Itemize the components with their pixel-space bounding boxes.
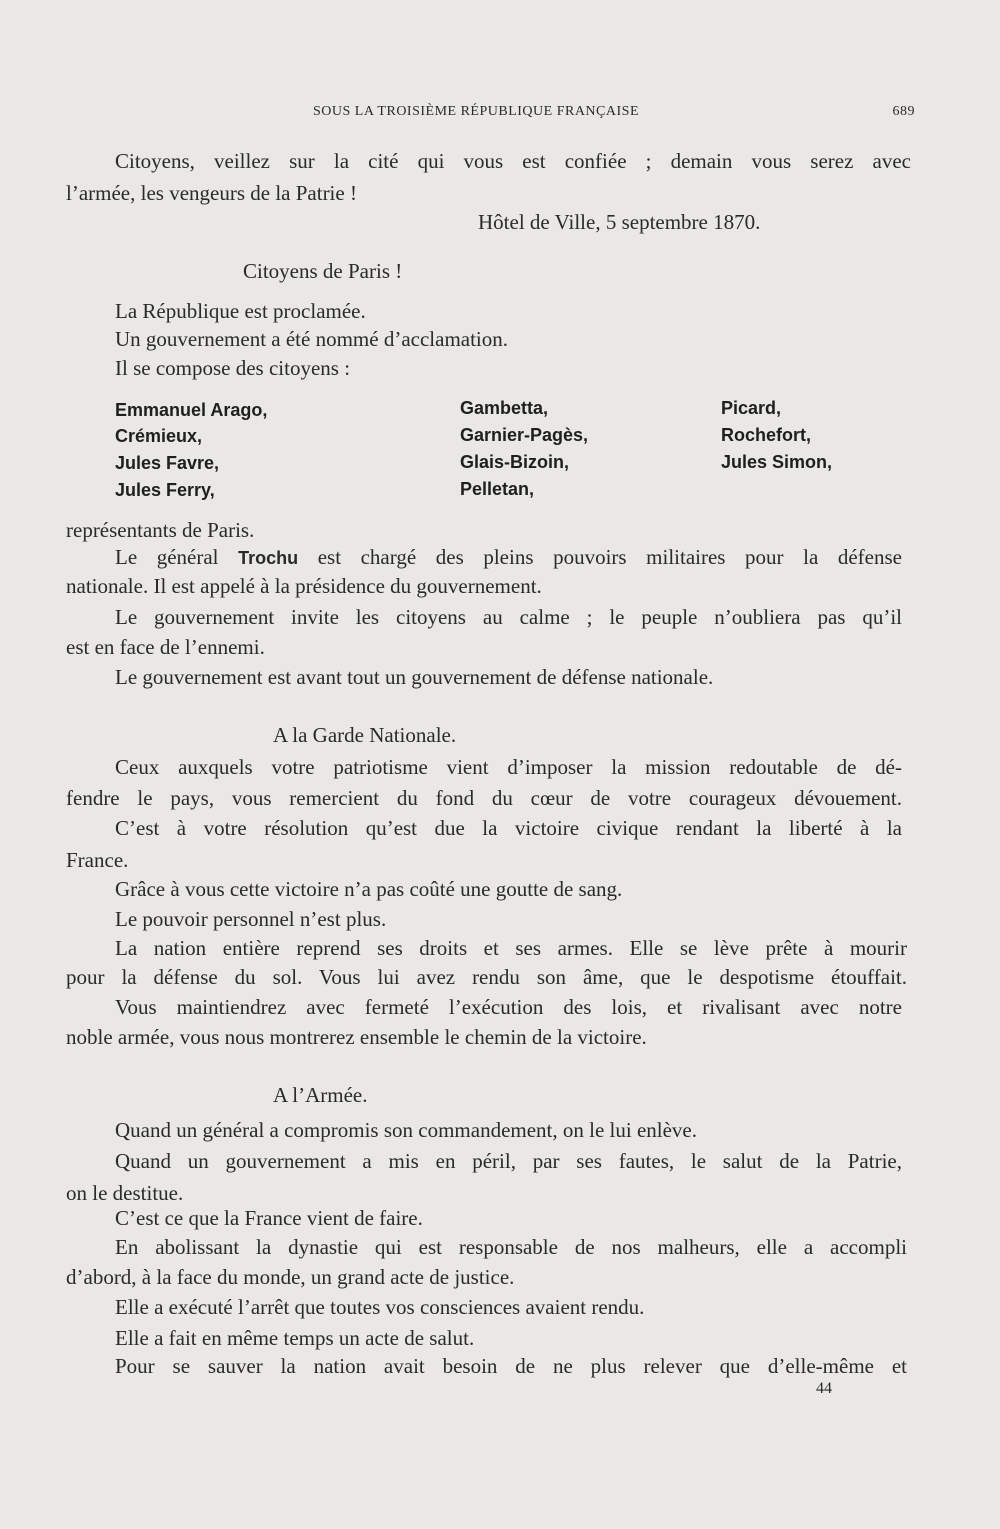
dateline: Hôtel de Ville, 5 septembre 1870.: [478, 210, 761, 234]
text-span: Le général: [115, 545, 239, 569]
name-entry: Garnier-Pagès,: [460, 425, 589, 445]
text-line: Vous maintiendrez avec fermeté l’exécution des lois, et rivalisant avec notre: [115, 995, 902, 1019]
text-span: est chargé des pleins pouvoirs militaires pour la défense: [298, 545, 902, 569]
text-line: on le destitue.: [66, 1181, 184, 1205]
text-line: d’abord, à la face du monde, un grand acte de justice.: [66, 1265, 515, 1289]
text-line: La nation entière reprend ses droits et ses armes. Elle se lève prête à mourir: [115, 936, 907, 960]
text-line: Grâce à vous cette victoire n’a pas coûté une goutte de sang.: [115, 877, 623, 901]
text-line: France.: [66, 848, 129, 872]
text-line: Quand un général a compromis son commandement, on le lui enlève.: [115, 1118, 698, 1142]
name-entry: Rochefort,: [721, 425, 811, 445]
text-line: représentants de Paris.: [66, 518, 255, 542]
name-trochu: Trochu: [238, 548, 299, 568]
text-line: C’est à votre résolution qu’est due la victoire civique rendant la liberté à la: [115, 816, 902, 840]
name-entry: Jules Favre,: [115, 453, 220, 473]
text-line: Quand un gouvernement a mis en péril, par ses fautes, le salut de la Patrie,: [115, 1149, 902, 1173]
text-line: En abolissant la dynastie qui est responsable de nos malheurs, elle a accompli: [115, 1235, 907, 1259]
name-entry: Jules Simon,: [721, 452, 833, 472]
name-entry: Glais-Bizoin,: [460, 452, 570, 472]
text-line: est en face de l’ennemi.: [66, 635, 265, 659]
name-entry: Emmanuel Arago,: [115, 400, 268, 420]
signature-mark: 44: [816, 1380, 832, 1397]
page-number: 689: [892, 104, 915, 119]
text-line: Elle a exécuté l’arrêt que toutes vos consciences avaient rendu.: [115, 1295, 645, 1319]
section-heading: Citoyens de Paris !: [243, 259, 403, 283]
text-line: Citoyens, veillez sur la cité qui vous est confiée ; demain vous serez avec: [115, 149, 911, 173]
text-line: La République est proclamée.: [115, 299, 366, 323]
text-line: C’est ce que la France vient de faire.: [115, 1206, 423, 1230]
text-line: fendre le pays, vous remercient du fond du cœur de votre courageux dévouement.: [66, 786, 902, 810]
name-entry: Picard,: [721, 398, 782, 418]
text-line: Pour se sauver la nation avait besoin de ne plus relever que d’elle-même et: [115, 1354, 907, 1378]
name-entry: Crémieux,: [115, 426, 203, 446]
text-line: nationale. Il est appelé à la présidence du gouvernement.: [66, 574, 542, 598]
text-line: l’armée, les vengeurs de la Patrie !: [66, 181, 357, 205]
text-line: Le gouvernement est avant tout un gouvernement de défense nationale.: [115, 665, 714, 689]
text-line: Le gouvernement invite les citoyens au calme ; le peuple n’oubliera pas qu’il: [115, 605, 902, 629]
text-line: Le pouvoir personnel n’est plus.: [115, 907, 387, 931]
name-entry: Gambetta,: [460, 398, 549, 418]
text-line: pour la défense du sol. Vous lui avez rendu son âme, que le despotisme étouffait.: [66, 965, 907, 989]
text-line: Un gouvernement a été nommé d’acclamation.: [115, 327, 509, 351]
running-title: SOUS LA TROISIÈME RÉPUBLIQUE FRANÇAISE: [313, 104, 639, 119]
text-line: Elle a fait en même temps un acte de salut.: [115, 1326, 475, 1350]
text-line: noble armée, vous nous montrerez ensemble le chemin de la victoire.: [66, 1025, 647, 1049]
name-entry: Pelletan,: [460, 479, 535, 499]
text-line: Il se compose des citoyens :: [115, 356, 351, 380]
text-line: [115, 544, 902, 571]
running-header: [60, 104, 915, 132]
text-line: Ceux auxquels votre patriotisme vient d’imposer la mission redoutable de dé-: [115, 755, 902, 779]
section-heading: A l’Armée.: [273, 1083, 368, 1107]
name-entry: Jules Ferry,: [115, 480, 215, 500]
section-heading: A la Garde Nationale.: [273, 723, 457, 747]
